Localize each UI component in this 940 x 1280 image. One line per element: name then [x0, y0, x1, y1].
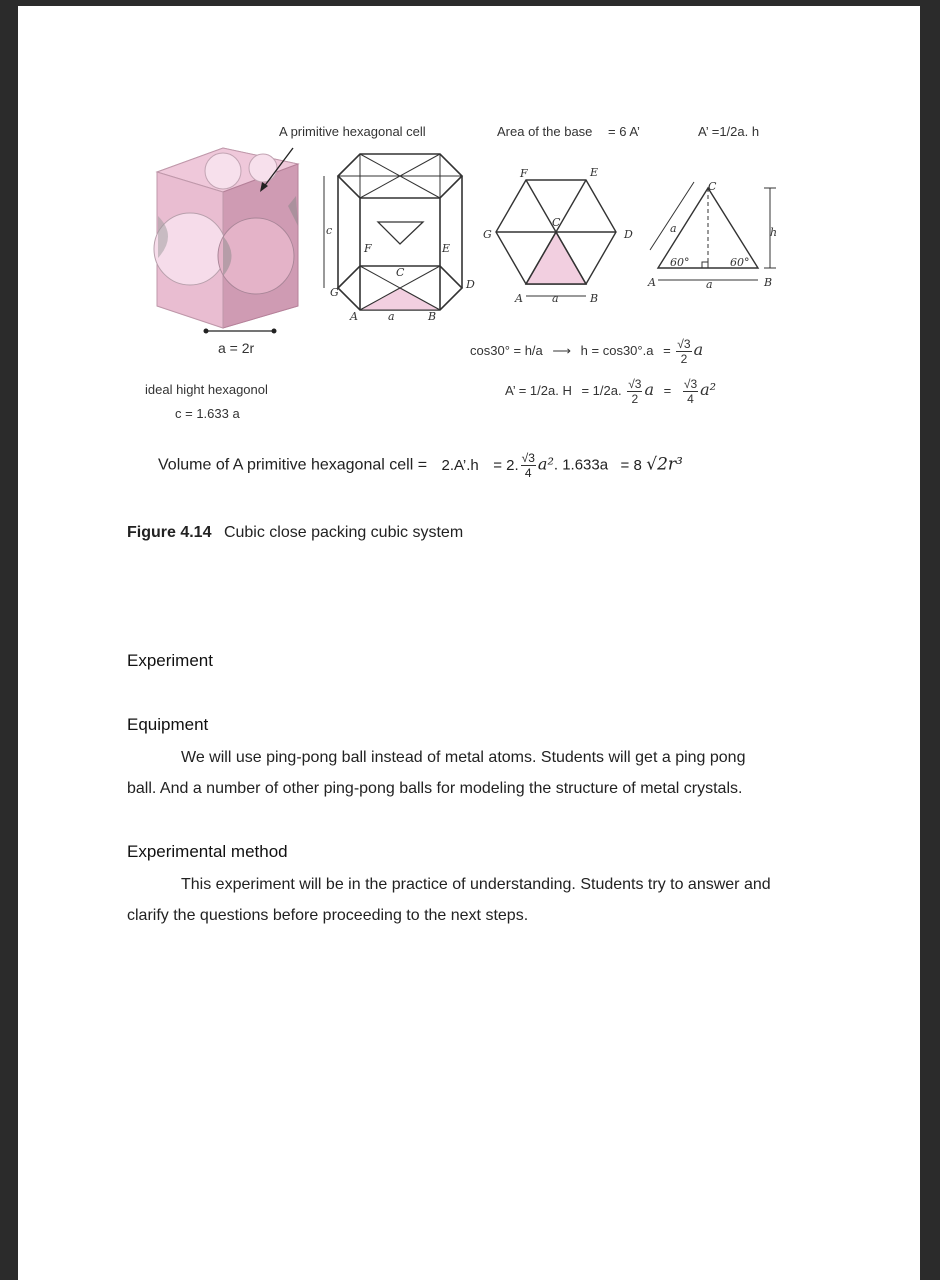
method-paragraph-line1: This experiment will be in the practice of understanding. Students try to answer and [181, 876, 771, 893]
label-c-prism: C [396, 266, 405, 279]
equipment-paragraph-line1: We will use ping-pong ball instead of metal atoms. Students will get a ping pong [181, 749, 746, 766]
label-a-length-tri: a [706, 278, 713, 291]
document-page [18, 6, 920, 1280]
wireframe-prism [324, 154, 462, 310]
cos-equation: cos30° = h/a ⟶ h = cos30°.a = $\frac{√3}{2}$ a [470, 337, 704, 366]
label-g-hex: G [483, 228, 492, 241]
label-a-tri: A [648, 276, 656, 289]
label-a-hex: A [515, 292, 523, 305]
hexagon-base [496, 180, 616, 296]
sphere-model-illustration [154, 148, 298, 334]
a-prime-definition: A’ =1/2a. h [698, 124, 760, 139]
equipment-heading: Equipment [127, 715, 209, 734]
label-c-tri: C [708, 180, 717, 193]
label-h-tri: h [770, 226, 778, 239]
experiment-heading: Experiment [127, 651, 213, 670]
label-60-left: 60° [670, 256, 690, 269]
hexagonal-cell-diagram [18, 6, 920, 346]
ideal-height-label: ideal hight hexagonol [145, 382, 268, 397]
equipment-paragraph-line2: ball. And a number of other ping-pong balls for modeling the structure of metal crystals. [127, 780, 743, 797]
label-a-prism: A [350, 310, 358, 323]
label-60-right: 60° [730, 256, 750, 269]
figure-caption: Figure 4.14 Cubic close packing cubic system [127, 524, 464, 541]
label-f-hex: F [520, 167, 528, 180]
a-prime-equation: A’ = 1/2a. H = 1/2a. $\frac{√3}{2}$ a = $\frac{√3}{4}$ a² [505, 377, 717, 406]
method-heading: Experimental method [127, 842, 288, 861]
label-e-hex: E [590, 166, 599, 179]
label-a-length-hex: a [552, 292, 559, 305]
label-a-side-tri: a [670, 222, 677, 235]
primitive-cell-label: A primitive hexagonal cell [279, 124, 426, 139]
label-f-prism: F [364, 242, 372, 255]
label-d-prism: D [466, 278, 475, 291]
equilateral-triangle [650, 182, 776, 280]
volume-equation: Volume of A primitive hexagonal cell = 2.A’.h = 2. $\frac{√3}{4}$ a². 1.633a = 8 √2r³ [158, 451, 683, 480]
label-b-tri: B [764, 276, 773, 289]
c-equation: c = 1.633 a [175, 406, 240, 421]
area-of-base-label: Area of the base [497, 124, 593, 139]
label-b-hex: B [590, 292, 599, 305]
label-a-length-prism: a [388, 310, 395, 323]
area-equation: = 6 A’ [608, 124, 640, 139]
label-e-prism: E [442, 242, 451, 255]
label-b-prism: B [428, 310, 437, 323]
label-g-prism: G [330, 286, 339, 299]
label-c: c [326, 224, 333, 237]
label-c-hex: C [552, 216, 561, 229]
method-paragraph-line2: clarify the questions before proceeding to the next steps. [127, 907, 529, 924]
a-equals-2r: a = 2r [218, 340, 255, 356]
label-d-hex: D [624, 228, 633, 241]
